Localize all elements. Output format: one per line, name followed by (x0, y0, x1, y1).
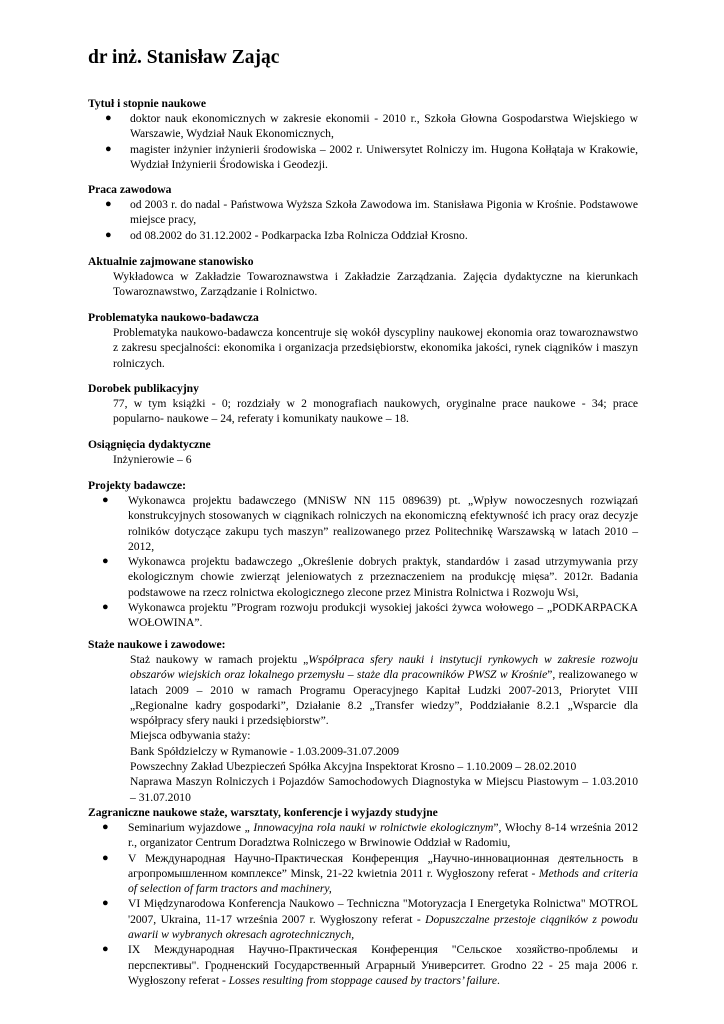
list-item: ● VI Międzynarodowa Konferencja Naukowo – Techniczna "Motoryzacja I Energetyka Rolnictwa" MOTROL '2007, Ukraina, 11-17 września 2007 r. Wygłoszony referat - Dopuszczalne przestoje ciągników z powodu awarii w wybranych okresach agrotechnicznych, (102, 897, 638, 942)
section-internships (88, 638, 638, 805)
bullet-icon: ● (105, 198, 112, 210)
section-heading: Staże naukowe i zawodowe: (88, 638, 226, 651)
section-heading: Zagraniczne naukowe staże, warsztaty, konferencje i wyjazdy studyjne (88, 806, 438, 819)
bullet-icon: ● (102, 821, 109, 833)
section-heading: Tytuł i stopnie naukowe (88, 97, 207, 110)
degrees-list (88, 111, 638, 172)
bullet-icon: ● (102, 555, 109, 568)
section-text: Problematyka naukowo-badawcza koncentruje się wokół dyscypliny naukowej ekonomia oraz towaroznawstwo z zakresu specjalności: ekonomika i organizacja przedsiębiorstw, ekonomika jakości, rynek ciągników i maszyn rolniczych. (113, 326, 638, 370)
list-item: ● Seminarium wyjazdowe „ Innowacyjna rola nauki w rolnictwie ekologicznym”, Włochy 8-14 września 2012 r., organizator Centrum Doradztwa Rolniczego w Brwinowie Oddział w Radomiu, (102, 821, 638, 850)
bullet-icon: ● (102, 494, 109, 506)
section-projects (88, 479, 638, 631)
list-item: ● Wykonawca projektu badawczego „Określenie dobrych praktyk, standardów i zasad utrzymywania przy ekologicznym chowie zwierząt jeleniowatych z przeznaczeniem na produkcję mięsa”. 2012r. Badania podstawowe na rzecz rolnictwa ekologicznego zlecone przez Ministra Rolnictwa i Rozwoju Wsi, (102, 555, 638, 599)
list-item: ● Wykonawca projektu ”Program rozwoju produkcji wysokiej jakości żywca wołowego – „PODKARPACKA WOŁOWINA”. (102, 601, 638, 630)
section-degrees (88, 97, 638, 172)
section-text: Inżynierowie – 6 (113, 453, 192, 466)
internship-intro: Staż naukowy w ramach projektu „Współpraca sfery nauki i instytucji rynkowych w zakresie rozwoju obszarów wiejskich oraz lokalnego przemysłu – staże dla pracowników PWSZ w Krośnie”, realizowanego w latach 2009 – 2010 w ramach Programu Operacyjnego Kapitał Ludzki 2007-2013, Priorytet VIII „Regionalne kadry gospodarki”, Działanie 8.2 „Transfer wiedzy”, Poddziałanie 8.2.1 „Wsparcie dla współpracy sfery nauki i przedsiębiorstw”. (130, 653, 638, 728)
section-heading: Projekty badawcze: (88, 479, 186, 492)
list-item: ● doktor nauk ekonomicznych w zakresie ekonomii - 2010 r., Szkoła Głowna Gospodarstwa Wiejskiego w Warszawie, Wydział Nauk Ekonomicznych, (105, 112, 638, 141)
section-heading: Osiągnięcia dydaktyczne (88, 438, 211, 451)
section-work (88, 183, 638, 243)
section-heading: Praca zawodowa (88, 183, 172, 196)
list-item: ● od 2003 r. do nadal - Państwowa Wyższa Szkoła Zawodowa im. Stanisława Pigonia w Krośnie. Podstawowe miejsce pracy, (105, 198, 638, 227)
bullet-icon: ● (105, 142, 112, 155)
internship-line: Bank Spółdzielczy w Rymanowie - 1.03.2009-31.07.2009 (130, 744, 400, 758)
bullet-icon: ● (102, 601, 109, 614)
bullet-icon: ● (105, 228, 112, 241)
list-item: ● Wykonawca projektu badawczego (MNiSW NN 115 089639) pt. „Wpływ nowoczesnych rozwiązań konstrukcyjnych stosowanych w ciągnikach rolniczych na ekonomiczną efektywność ich pracy oraz decyzje rolników dotyczące zakupu tych maszyn” realizowanego przez Politechnikę Warszawską w latach 2010 – 2012, (102, 494, 638, 553)
bullet-icon: ● (105, 112, 112, 124)
bullet-icon: ● (102, 943, 109, 956)
internship-line: Powszechny Zakład Ubezpieczeń Spółka Akcyjna Inspektorat Krosno – 1.10.2009 – 28.02.2010 (130, 760, 577, 774)
section-position (88, 255, 638, 300)
bullet-icon: ● (102, 897, 109, 910)
internship-line: Naprawa Maszyn Rolniczych i Pojazdów Samochodowych Diagnostyka w Miejscu Piastowym – 1.03.2010 – 31.07.2010 (130, 775, 638, 804)
page-title: dr inż. Stanisław Zając (88, 47, 280, 68)
list-item: ● od 08.2002 do 31.12.2002 - Podkarpacka Izba Rolnicza Oddział Krosno. (105, 228, 468, 242)
work-list (88, 197, 638, 243)
section-teaching (88, 438, 638, 467)
section-heading: Aktualnie zajmowane stanowisko (88, 255, 254, 268)
foreign-list (88, 820, 638, 988)
internship-line: Miejsca odbywania staży: (130, 729, 251, 743)
section-heading: Dorobek publikacyjny (88, 382, 199, 395)
section-research (88, 311, 638, 371)
bullet-icon: ● (102, 851, 109, 864)
list-item: ● IX Международная Научно-Практическая Конференция "Сельское хозяйство-проблемы и перспективы". Гродненский Государственный Аграрный Университет. Grodno 22 - 25 maja 2006 r. Wygłoszony referat - Losses resulting from stoppage caused by tractors’ failure. (102, 943, 638, 987)
section-foreign (88, 806, 638, 988)
list-item: ● V Международная Научно-Практическая Конференция „Научно-инновационная деятельность в агропромышленном комплексе” Minsk, 21-22 kwietnia 2011 r. Wygłoszony referat - Methods and criteria of selection of farm tractors and machinery, (102, 851, 639, 896)
section-text: 77, w tym książki - 0; rozdziały w 2 monografiach naukowych, oryginalne prace naukowe - 34; prace popularno- naukowe – 24, referaty i komunikaty naukowe – 18. (113, 397, 638, 426)
section-heading: Problematyka naukowo-badawcza (88, 311, 259, 324)
list-item: ● magister inżynier inżynierii środowiska – 2002 r. Uniwersytet Rolniczy im. Hugona Kołłątaja w Krakowie, Wydział Inżynierii Środowiska i Geodezji. (105, 142, 638, 171)
section-publications (88, 382, 638, 427)
internship-body (130, 652, 638, 805)
section-text: Wykładowca w Zakładzie Towaroznawstwa i Zakładzie Zarządzania. Zajęcia dydaktyczne na kierunkach Towaroznawstwo, Zarządzanie i Rolnictwo. (113, 270, 638, 299)
projects-list (88, 493, 638, 631)
